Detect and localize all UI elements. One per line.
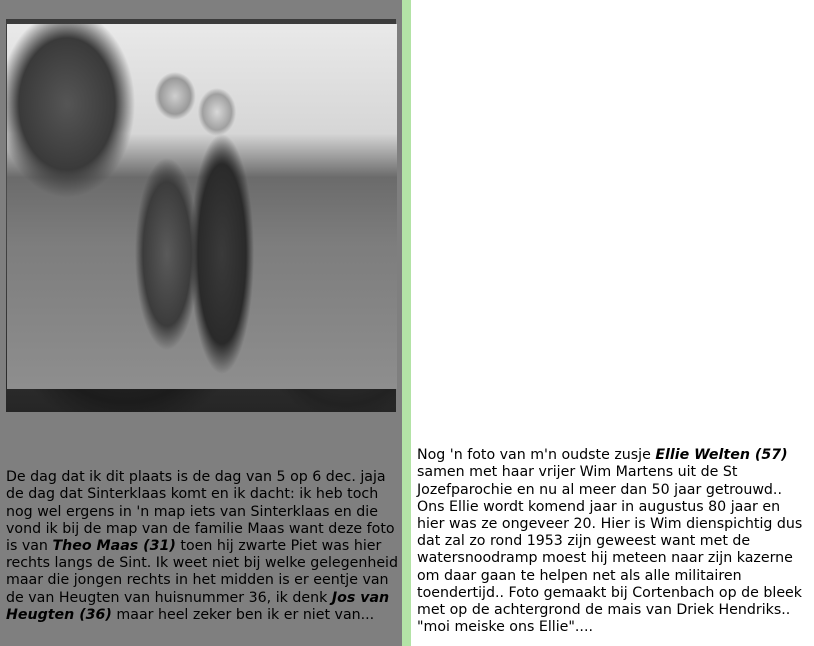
caption-segment: De dag dat ik dit plaats is de dag van 5 op 6 dec. jaja de dag dat Sinterklaas komt en ik dacht: ik heb toch nog wel ergens in 'n map iets van Sinterklaas en die vond ik bij de map van de familie Maas want deze foto is van [6,469,395,555]
couple-photo [7,24,397,389]
right-caption [417,430,809,636]
caption-name: Jos van Heugten (36) [6,589,390,623]
caption-segment: maar heel zeker ben ik er niet van... [111,606,375,623]
caption-name: Theo Maas (31) [52,538,176,555]
caption-segment: toen hij zwarte Piet was hier rechts langs de Sint. Ik weet niet bij welke gelegenheid maar die jongen rechts in het midden is er eentje van de van Heugten van huisnummer 36, ik denk [6,538,399,606]
caption-segment: Nog 'n foto van m'n oudste zusje [417,447,656,464]
column-divider [402,0,411,646]
caption-name: Ellie Welten (57) [655,447,788,464]
caption-segment: samen met haar vrijer Wim Martens uit de St Jozefparochie en nu al meer dan 50 jaar getrouwd.. Ons Ellie wordt komend jaar in augustus 80 jaar en hier was ze ongeveer 20. Hier is Wim dienspichtig dus dat zal zo rond 1953 zijn geweest want met de watersnoodramp moest hij meteen naar zijn kazerne om daar gaan te helpen net als alle militairen toendertijd.. Foto gemaakt bij Cortenbach op de bleek met op de achtergrond de mais van Driek Hendriks.. "moi meiske ons Ellie".... [417,464,803,636]
left-caption [6,452,398,624]
